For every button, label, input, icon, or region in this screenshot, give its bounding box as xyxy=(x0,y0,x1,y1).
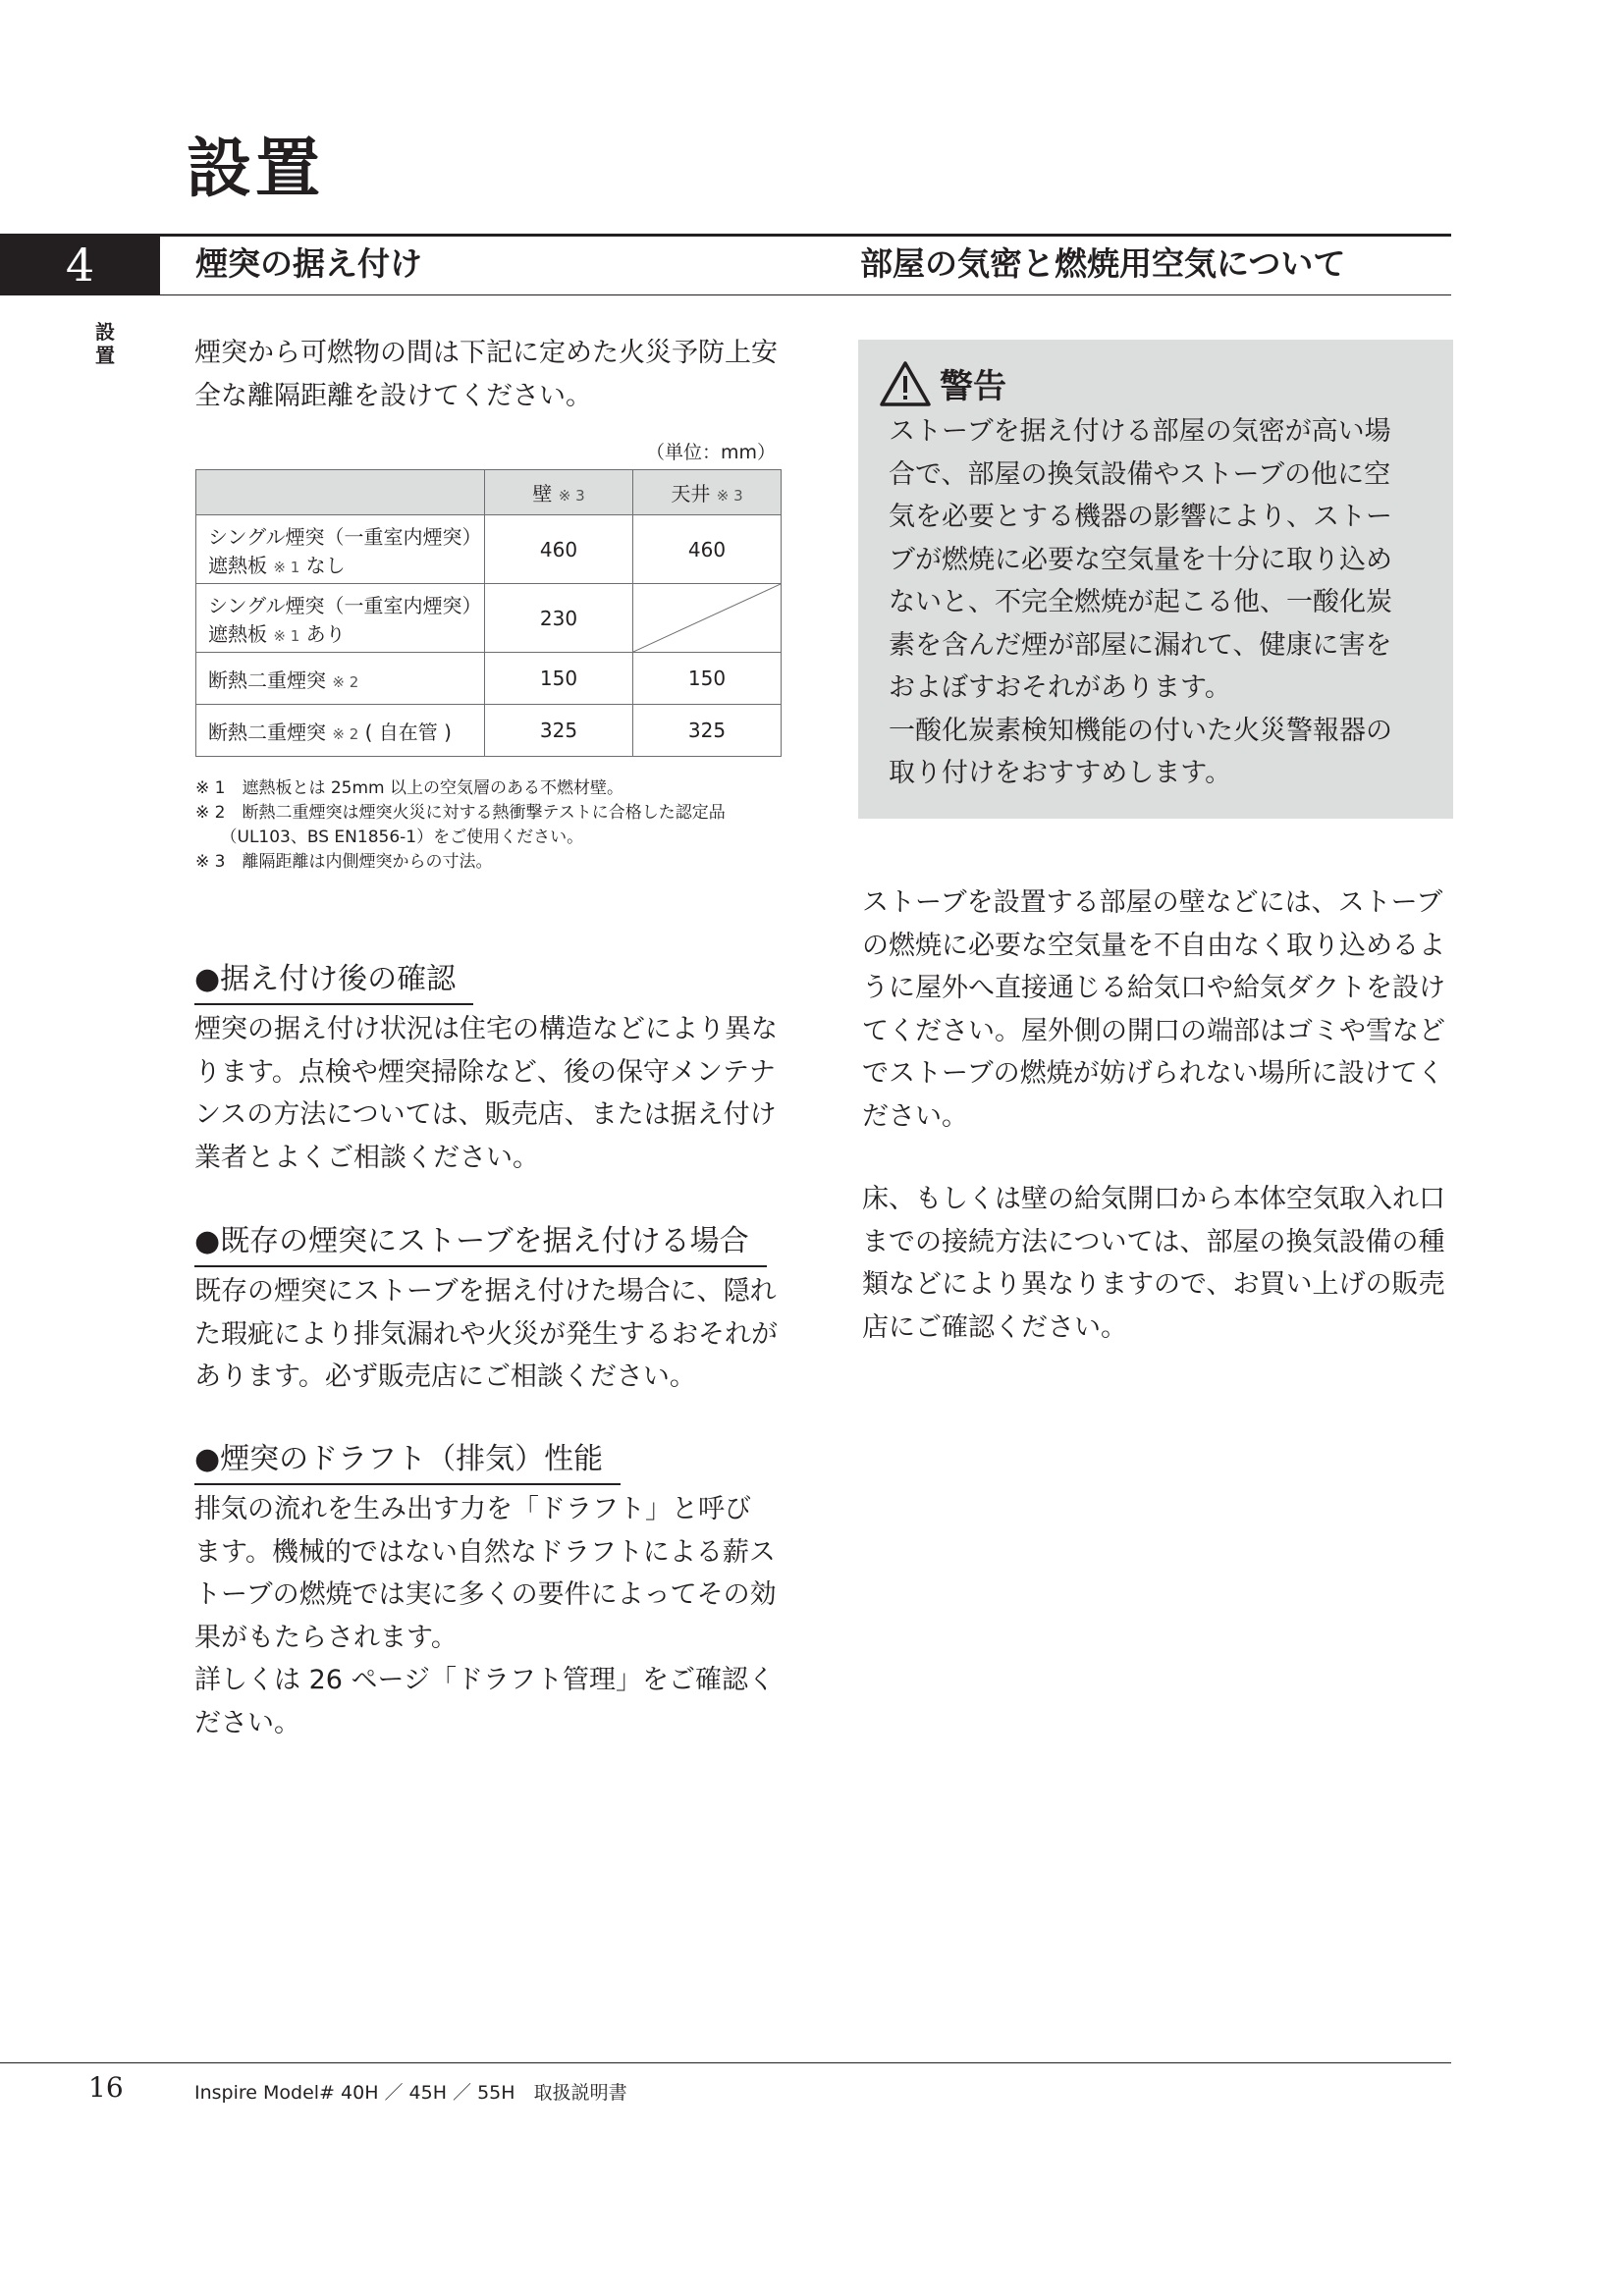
table-row xyxy=(196,653,782,705)
section-title-air: 部屋の気密と燃焼用空気について xyxy=(860,244,1346,283)
row-label: 断熱二重煙突 ※ 2 xyxy=(196,653,485,705)
cell-not-applicable xyxy=(633,584,782,653)
warning-body: ストーブを据え付ける部屋の気密が高い場 合で、部屋の換気設備やストーブの他に空 気を必要とする機器の影響により、ストー ブが燃焼に必要な空気量を十分に取り込め ないと、不完全燃焼が起こる他、一酸化炭 素を含んだ煙が部屋に漏れて、健康に害を およぼすおそれがあります。 一酸化炭素検知機能の付いた火災警報器の 取り付けをおすすめします。 xyxy=(889,416,1392,788)
clearance-table xyxy=(195,469,782,757)
cell-ceiling: 150 xyxy=(633,653,782,705)
table-row xyxy=(196,584,782,653)
column-header-wall: 壁 ※ 3 xyxy=(485,470,633,515)
draft-paragraph: 排気の流れを生み出す力を「ドラフト」と呼び ます。機械的ではない自然なドラフトによる薪ス トーブの燃焼では実に多くの要件によってその効 果がもたらされます。 詳しくは 26 ページ「ドラフト管理」をご確認く ださい。 xyxy=(194,1494,777,1738)
post-install-paragraph: 煙突の据え付け状況は住宅の構造などにより異な ります。点検や煙突掃除など、後の保守メンテナ ンスの方法については、販売店、または据え付け 業者とよくご相談ください。 xyxy=(194,1014,778,1173)
side-tab: 設置 xyxy=(95,320,115,367)
heading-existing-chimney: ●既存の煙突にストーブを据え付ける場合 xyxy=(194,1222,767,1267)
warning-title xyxy=(879,359,1006,407)
row-label: シングル煙突（一重室内煙突） 遮熱板 ※ 1 なし xyxy=(196,515,485,584)
warning-label: 警告 xyxy=(940,367,1006,406)
connection-paragraph: 床、もしくは壁の給気開口から本体空気取入れ口 までの接続方法については、部屋の換気設備の種 類などにより異なりますので、お買い上げの販売 店にご確認ください。 xyxy=(862,1184,1445,1343)
table-corner-cell xyxy=(196,470,485,515)
table-header-row xyxy=(196,470,782,515)
page-number: 16 xyxy=(88,2071,124,2104)
header-rule-bottom xyxy=(160,294,1451,295)
section-title-chimney: 煙突の据え付け xyxy=(195,244,422,283)
warning-triangle-icon xyxy=(879,360,932,407)
footnote: （UL103、BS EN1856-1）をご使用ください。 xyxy=(195,828,584,847)
footnote: ※ 1 遮熱板とは 25mm 以上の空気層のある不燃材壁。 xyxy=(195,778,624,798)
existing-chimney-paragraph: 既存の煙突にストーブを据え付けた場合に、隠れ た瑕疵により排気漏れや火災が発生するおそれが あります。必ず販売店にご相談ください。 xyxy=(194,1276,778,1392)
heading-post-install-check: ●据え付け後の確認 xyxy=(194,960,473,1005)
cell-ceiling: 325 xyxy=(633,705,782,757)
cell-wall: 230 xyxy=(485,584,633,653)
cell-ceiling: 460 xyxy=(633,515,782,584)
cell-wall: 460 xyxy=(485,515,633,584)
diagonal-slash xyxy=(633,584,781,652)
air-supply-paragraph: ストーブを設置する部屋の壁などには、ストーブ の燃焼に必要な空気量を不自由なく取り込めるよ うに屋外へ直接通じる給気口や給気ダクトを設け てください。屋外側の開口の端部はゴミや雪など でストーブの燃焼が妨げられない場所に設けてく ださい。 xyxy=(862,887,1445,1132)
column-header-ceiling: 天井 ※ 3 xyxy=(633,470,782,515)
row-label: 断熱二重煙突 ※ 2 ( 自在管 ) xyxy=(196,705,485,757)
footnote: ※ 2 断熱二重煙突は煙突火災に対する熱衝撃テストに合格した認定品 xyxy=(195,803,726,823)
table-row xyxy=(196,515,782,584)
footnote: ※ 3 離隔距離は内側煙突からの寸法。 xyxy=(195,852,493,872)
unit-label: （単位：mm） xyxy=(645,442,776,463)
table-footnotes xyxy=(195,776,804,875)
table-row xyxy=(196,705,782,757)
page-title: 設置 xyxy=(187,130,324,206)
cell-wall: 150 xyxy=(485,653,633,705)
header-rule xyxy=(0,234,1451,237)
cell-wall: 325 xyxy=(485,705,633,757)
footer-manual-title: Inspire Model# 40H ／ 45H ／ 55H 取扱説明書 xyxy=(194,2082,627,2104)
footer-rule xyxy=(0,2062,1451,2063)
row-label: シングル煙突（一重室内煙突） 遮熱板 ※ 1 あり xyxy=(196,584,485,653)
chapter-number: 4 xyxy=(0,234,160,295)
intro-paragraph: 煙突から可燃物の間は下記に定めた火災予防上安 全な離隔距離を設けてください。 xyxy=(194,338,778,411)
heading-draft-performance: ●煙突のドラフト（排気）性能 xyxy=(194,1440,621,1485)
